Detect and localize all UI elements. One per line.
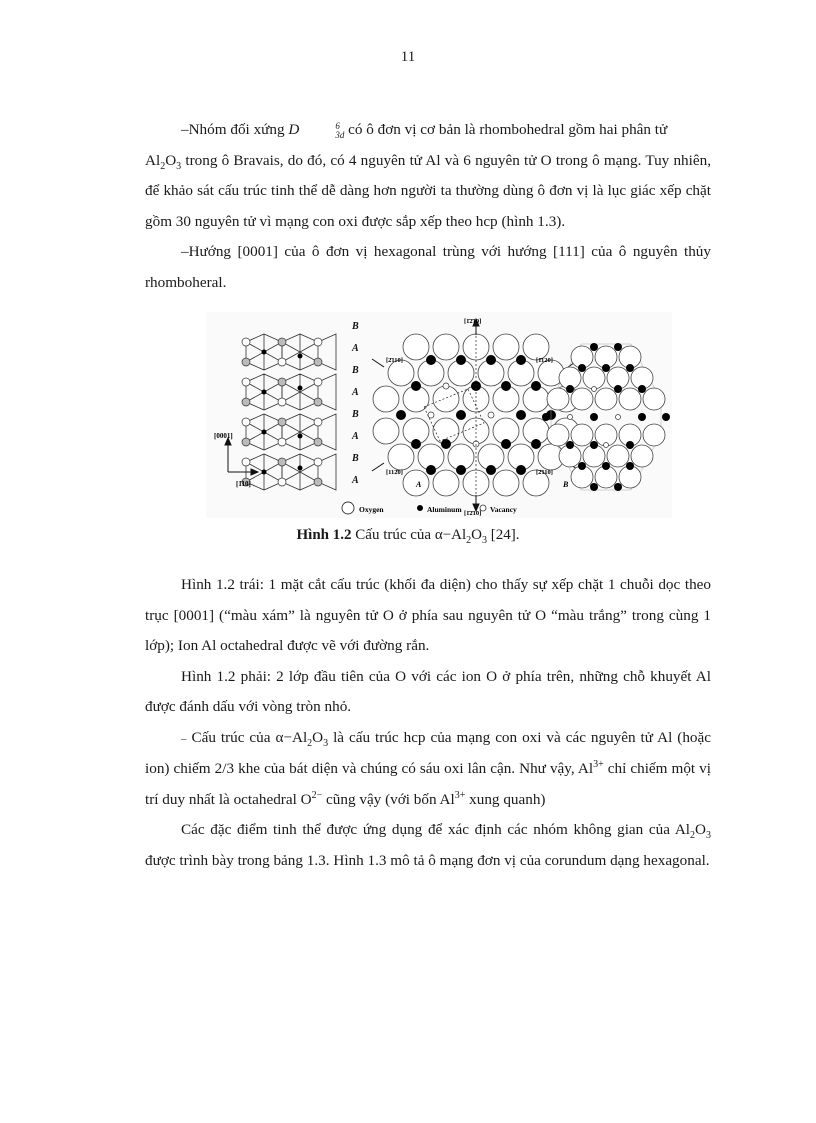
dir-upper-right: [1̄120] <box>536 357 553 364</box>
paragraph-figure-left: Hình 1.2 trái: 1 mặt cắt cấu trúc (khối đa diện) cho thấy sự xếp chặt 1 chuỗi dọc theo trục [0001] (“màu xám” là nguyên tử O ở phía sau nguyên tử O “màu trắng” trong cùng 1 lớp); Ion Al octahedral được vẽ với đường rắn. <box>145 576 711 654</box>
axis-vertical-label: [0001] <box>214 432 233 440</box>
svg-text:B: B <box>352 321 359 332</box>
svg-text:B: B <box>352 409 359 420</box>
legend-aluminum: Aluminum <box>427 505 462 514</box>
page-number: 11 <box>400 49 416 65</box>
paragraph-structure: – Cấu trúc của $\alpha-Al_2O_3$ là cấu trúc hcp của mạng con oxi và các nguyên tử Al (hoặc ion) chiếm 2/3 khe của bát diện và chúng có sáu oxi lân cận. Như vậy, $Al^{3+}$ chỉ chiếm một vị trí duy nhất là octahedral $O^{2-}$ cũng vậy (với bốn $Al^{3+}$ xung quanh) <box>145 728 711 808</box>
paragraph-crystal-features: Các đặc điểm tinh thể được ứng dụng để xác định các nhóm không gian của $Al_2O_3$ được trình bày trong bảng 1.3. Hình 1.3 mô tả ô mạng đơn vị của corundum dạng hexagonal. <box>145 821 711 869</box>
body-bottom <box>145 570 711 876</box>
corner-a-label: A <box>416 480 422 489</box>
svg-text:B: B <box>352 365 359 376</box>
svg-text:A: A <box>352 387 359 398</box>
svg-text:A: A <box>352 475 359 486</box>
figure-alumina-structure <box>206 312 672 518</box>
axis-horizontal-label: [1̄10] <box>236 480 251 488</box>
svg-text:A: A <box>352 431 359 442</box>
dir-lower-left: [112̄0] <box>386 469 403 476</box>
dir-lower-right: [2̄110] <box>536 469 553 476</box>
dir-upper-left: [2̄110] <box>386 357 403 364</box>
svg-text:B: B <box>352 453 359 464</box>
symmetry-symbol: D 6 3d <box>288 120 345 140</box>
paragraph-direction: –Hướng [0001] của ô đơn vị hexagonal trùng với hướng [111] của ô nguyên thủy rhomboheral. <box>145 243 711 291</box>
paragraph-figure-right: Hình 1.2 phải: 2 lớp đầu tiên của O với các ion O ở phía trên, những chỗ khuyết Al được đánh dấu với vòng tròn nhỏ. <box>145 667 711 715</box>
legend-vacancy: Vacancy <box>490 505 517 514</box>
corner-b-label: B <box>563 480 569 489</box>
figure-caption: Hình 1.2 Cấu trúc của $\alpha-Al_2O_3$ [24]. <box>296 527 520 546</box>
legend-oxygen: Oxygen <box>359 505 384 514</box>
dir-top: [1̄2̄10] <box>464 318 482 325</box>
body-top <box>145 115 711 298</box>
paragraph-symmetry-group: –Nhóm đối xứng D 6 3d có ô đơn vị cơ bản là rhombohedral gồm hai phân tử <box>181 120 668 140</box>
svg-text:A: A <box>352 343 359 354</box>
dir-bottom: [1̄2̄10] <box>464 510 482 517</box>
paragraph-bravais: $Al_2O_3$ trong ô Bravais, do đó, có 4 nguyên tử Al và 6 nguyên tử O trong ô mạng. Tuy nhiên, để khảo sát cấu trúc tinh thể dễ dàng hơn người ta thường dùng ô đơn vị là lục giác xếp chặt gồm 30 nguyên tử vì mạng con oxi được sắp xếp theo hcp (hình 1.3). <box>145 151 711 230</box>
